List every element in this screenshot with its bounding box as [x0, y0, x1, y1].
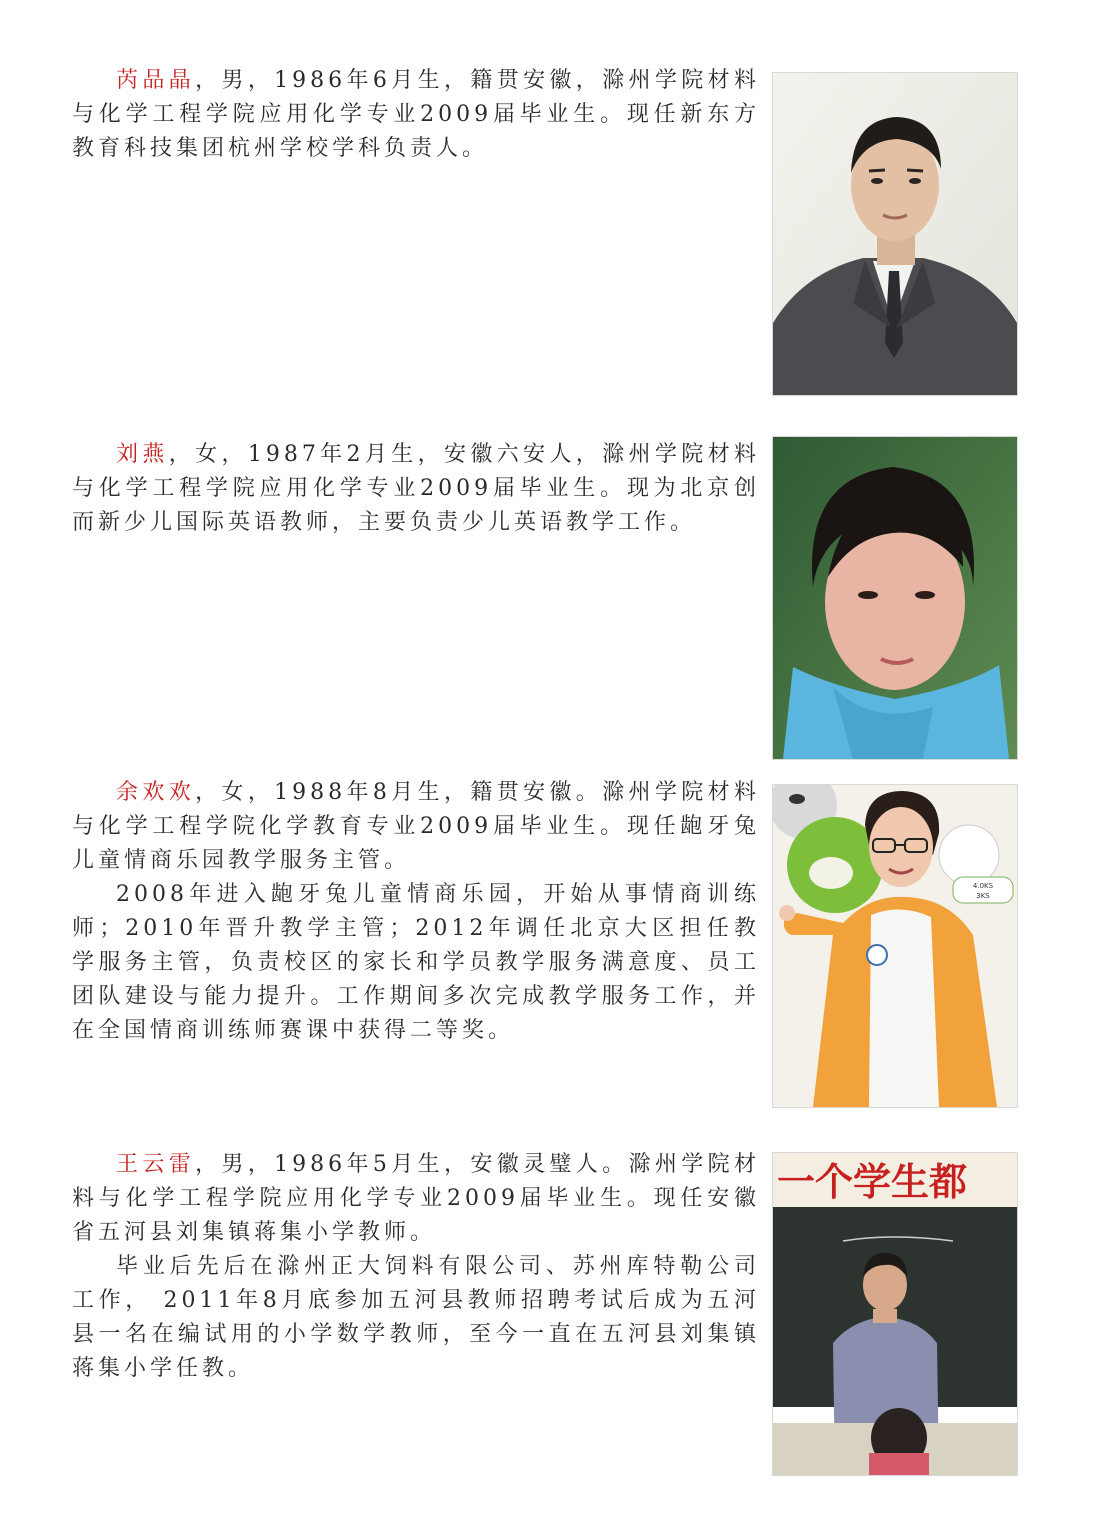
profile-name: 刘燕 [116, 442, 169, 467]
bio-paragraph [72, 1148, 760, 1250]
profile-bio-2 [72, 438, 760, 540]
badge-text-2: 3KS [976, 892, 990, 900]
profile-name: 芮品晶 [116, 68, 196, 93]
profile-photo-1 [772, 72, 1018, 396]
bio-paragraph [72, 64, 760, 166]
profile-photo-3 [772, 784, 1018, 1108]
bio-paragraph: 2008年进入龅牙兔儿童情商乐园，开始从事情商训练师；2010年晋升教学主管；2012年调任北京大区担任教学服务主管，负责校区的家长和学员教学服务满意度、员工团队建设与能力提升。工作期间多次完成教学服务工作，并在全国情商训练师赛课中获得二等奖。 [72, 882, 760, 1043]
profile-photo-4 [772, 1152, 1018, 1476]
classroom-banner-text: 一个学生都 [777, 1160, 968, 1204]
teacher-in-classroom-photo [773, 1153, 1017, 1475]
bio-text: ，男，1986年6月生，籍贯安徽，滁州学院材料与化学工程学院应用化学专业2009届毕业生。现任新东方教育科技集团杭州学校学科负责人。 [72, 68, 760, 161]
bio-paragraph [72, 776, 760, 878]
woman-with-blue-scarf-portrait [773, 437, 1017, 759]
woman-in-orange-jacket-photo [773, 785, 1017, 1107]
bio-text: ，女，1988年8月生，籍贯安徽。滁州学院材料与化学工程学院化学教育专业2009届毕业生。现任龅牙兔儿童情商乐园教学服务主管。 [72, 780, 760, 873]
bio-paragraph: 毕业后先后在滁州正大饲料有限公司、苏州库特勒公司工作， 2011年8月底参加五河县教师招聘考试后成为五河县一名在编试用的小学数学教师，至今一直在五河县刘集镇蒋集小学任教。 [72, 1254, 760, 1381]
bio-paragraph [72, 438, 760, 540]
profile-name: 余欢欢 [116, 780, 196, 805]
profile-photo-2 [772, 436, 1018, 760]
profile-bio-3 [72, 776, 760, 1048]
profile-bio-1 [72, 64, 760, 166]
bio-text: ，男，1986年5月生，安徽灵璧人。滁州学院材料与化学工程学院应用化学专业2009届毕业生。现任安徽省五河县刘集镇蒋集小学教师。 [72, 1152, 760, 1245]
bio-text: ，女，1987年2月生，安徽六安人，滁州学院材料与化学工程学院应用化学专业2009届毕业生。现为北京创而新少儿国际英语教师，主要负责少儿英语教学工作。 [72, 442, 760, 535]
profile-bio-4 [72, 1148, 760, 1386]
man-in-suit-portrait [773, 73, 1017, 395]
profile-name: 王云雷 [116, 1152, 196, 1177]
badge-text-1: 4.0KS [972, 882, 994, 890]
